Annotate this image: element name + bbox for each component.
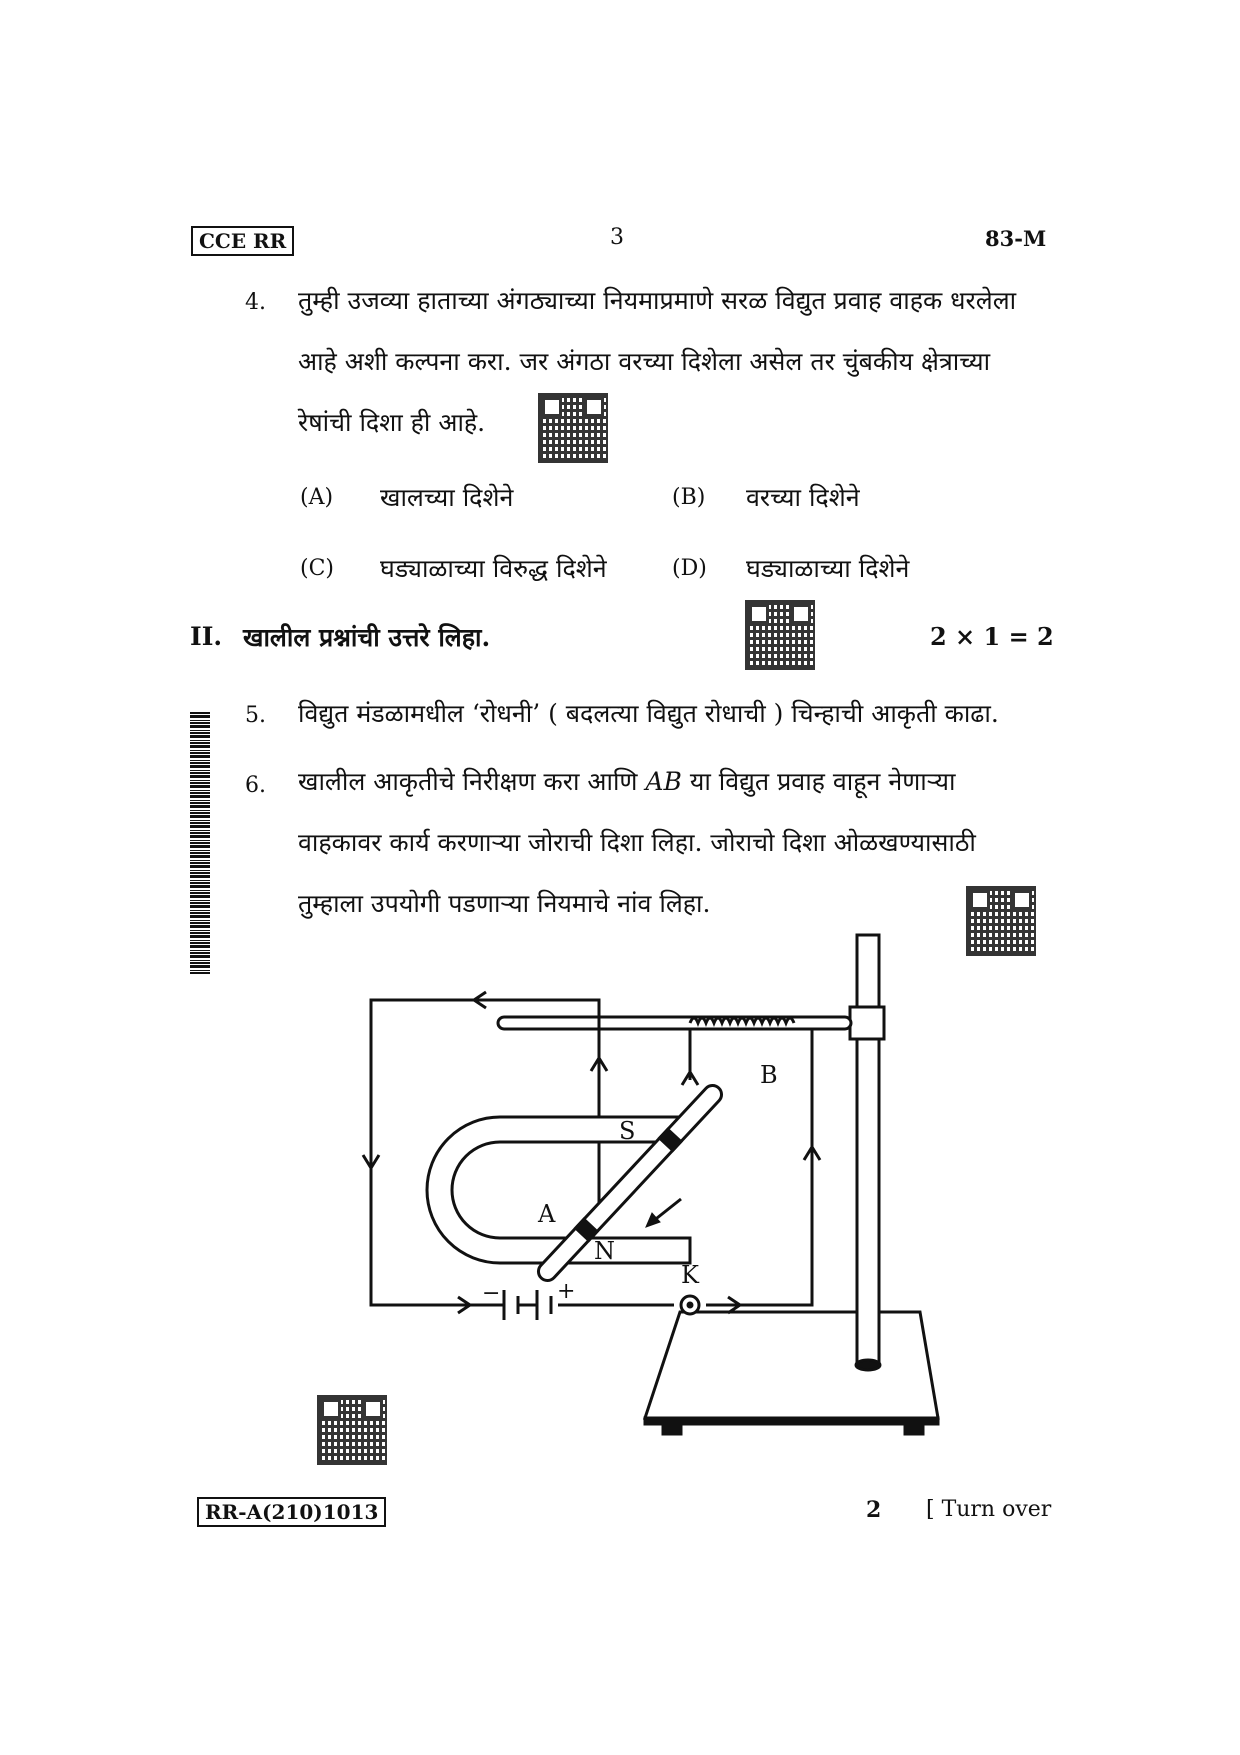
q4-line-1: तुम्ही उजव्या हाताच्या अंगठ्याच्या नियमाप्रमाणे सरळ विद्युत प्रवाह वाहक धरलेला xyxy=(298,286,1017,315)
footer-sheet-number: 2 xyxy=(866,1497,882,1523)
section-marks: 2 × 1 = 2 xyxy=(930,622,1054,651)
q4-line-2: आहे अशी कल्पना करा. जर अंगठा वरच्या दिशेला असेल तर चुंबकीय क्षेत्राच्या xyxy=(298,347,991,376)
stand-foot-right xyxy=(905,1424,923,1434)
circuit-right xyxy=(706,1029,812,1305)
section-title: खालील प्रश्नांची उत्तरे लिहा. xyxy=(243,623,491,652)
label-minus: − xyxy=(482,1281,501,1306)
label-n: N xyxy=(594,1237,615,1265)
q4-option-d-text: घड्याळाच्या दिशेने xyxy=(746,554,910,583)
stand-rod xyxy=(857,935,879,1365)
q5-text: विद्युत मंडळामधील ‘रोधनी’ ( बदलत्या विद्युत रोधाची ) चिन्हाची आकृती काढा. xyxy=(298,699,999,728)
q6-line-1-start: खालील आकृतीचे निरीक्षण करा आणि xyxy=(298,767,646,796)
q6-line-3: तुम्हाला उपयोगी पडणाऱ्या नियमाचे नांव लिहा. xyxy=(298,889,711,918)
header-left-code: CCE RR xyxy=(191,226,294,256)
q6-line-2: वाहकावर कार्य करणाऱ्या जोराची दिशा लिहा. जोराचो दिशा ओळखण्यासाठी xyxy=(298,828,976,857)
label-k: K xyxy=(681,1261,699,1289)
page-number: 3 xyxy=(610,225,624,250)
stand-clamp xyxy=(850,1007,884,1039)
label-a: A xyxy=(538,1200,556,1228)
q6-number: 6. xyxy=(245,773,266,798)
q4-option-c-text: घड्याळाच्या विरुद्ध दिशेने xyxy=(380,554,607,583)
q4-option-b-letter: (B) xyxy=(672,485,706,510)
footer-turn-over: [ Turn over xyxy=(926,1497,1052,1522)
q6-line-1-end: या विद्युत प्रवाह वाहून नेणाऱ्या xyxy=(681,767,956,796)
q4-option-c-letter: (C) xyxy=(300,556,334,581)
q5-number: 5. xyxy=(245,703,266,728)
header-right-code: 83-M xyxy=(985,226,1047,251)
stand-foot-left xyxy=(663,1424,681,1434)
q4-option-d-letter: (D) xyxy=(672,556,707,581)
q4-option-a-text: खालच्या दिशेने xyxy=(380,483,514,512)
footer-code: RR-A(210)1013 xyxy=(197,1497,386,1527)
label-plus: + xyxy=(557,1279,576,1304)
q4-option-b-text: वरच्या दिशेने xyxy=(746,483,860,512)
q6-ab-label: AB xyxy=(645,767,682,796)
rod-foot xyxy=(856,1360,880,1370)
stand-base xyxy=(645,1312,938,1418)
q4-option-a-letter: (A) xyxy=(300,485,334,510)
q4-line-3: रेषांची दिशा ही आहे. xyxy=(298,408,486,437)
q4-number: 4. xyxy=(245,290,266,315)
figure-qr-code xyxy=(317,1395,387,1465)
stand-base-edge xyxy=(645,1418,938,1424)
label-b: B xyxy=(760,1061,778,1089)
label-s: S xyxy=(619,1117,636,1145)
section-numeral: II. xyxy=(190,622,223,651)
stand-bar xyxy=(498,1017,851,1029)
